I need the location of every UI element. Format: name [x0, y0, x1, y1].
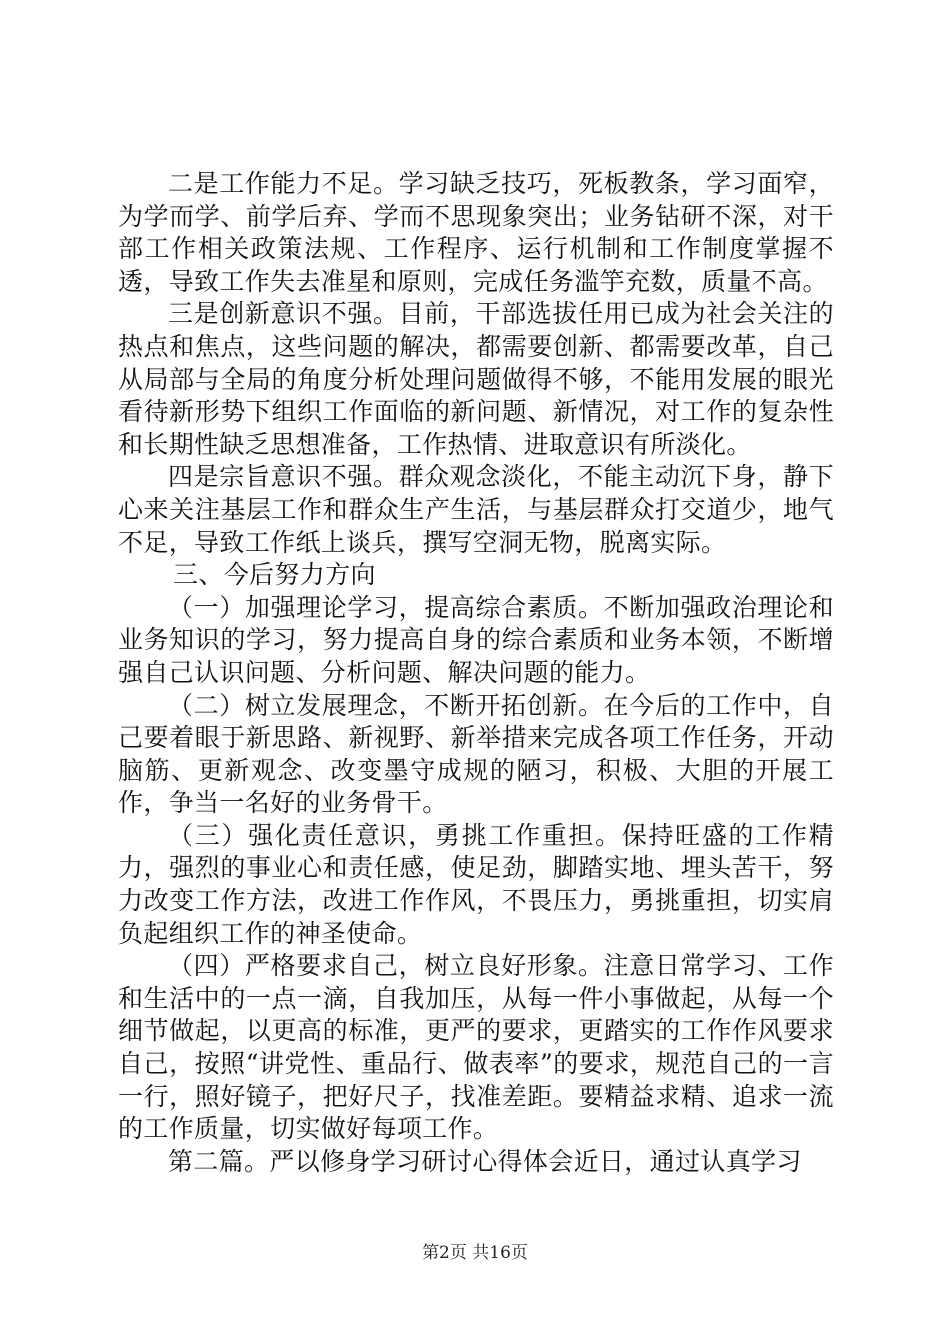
paragraph-item-2: （二）树立发展理念，不断开拓创新。在今后的工作中，自己要着眼于新思路、新视野、新举措来完成各项工作任务，开动脑筋、更新观念、改变墨守成规的陋习，积极、大胆的开展工作，争当一名好的业务骨干。 — [118, 690, 834, 818]
paragraph-second-article: 第二篇。严以修身学习研讨心得体会近日，通过认真学习 — [168, 1146, 802, 1176]
document-body — [118, 168, 834, 1178]
paragraph-purpose: 四是宗旨意识不强。群众观念淡化，不能主动沉下身，静下心来关注基层工作和群众生产生活，与基层群众打交道少，地气不足，导致工作纸上谈兵，撰写空洞无物，脱离实际。 — [118, 462, 834, 557]
page-number-footer: 第2页 共16页 — [422, 1243, 528, 1263]
section-heading-future-direction: 三、今后努力方向 — [173, 560, 376, 590]
paragraph-innovation: 三是创新意识不强。目前，干部选拔任用已成为社会关注的热点和焦点，这些问题的解决，都需要创新、都需要改革，自己从局部与全局的角度分析处理问题做得不够，不能用发展的眼光看待新形势下组织工作面临的新问题、新情况，对工作的复杂性和长期性缺乏思想准备，工作热情、进取意识有所淡化。 — [118, 299, 834, 459]
paragraph-work-ability: 二是工作能力不足。学习缺乏技巧，死板教条，学习面窄，为学而学、前学后弃、学而不思现象突出；业务钻研不深，对干部工作相关政策法规、工作程序、运行机制和工作制度掌握不透，导致工作失去准星和原则，完成任务滥竽充数，质量不高。 — [118, 169, 834, 296]
paragraph-item-1: （一）加强理论学习，提高综合素质。不断加强政治理论和业务知识的学习，努力提高自身的综合素质和业务本领，不断增强自己认识问题、分析问题、解决问题的能力。 — [118, 592, 834, 687]
paragraph-item-3: （三）强化责任意识，勇挑工作重担。保持旺盛的工作精力，强烈的事业心和责任感，使足劲，脚踏实地、埋头苦干，努力改变工作方法，改进工作作风，不畏压力，勇挑重担，切实肩负起组织工作的神圣使命。 — [118, 820, 834, 948]
paragraph-item-4: （四）严格要求自己，树立良好形象。注意日常学习、工作和生活中的一点一滴，自我加压，从每一件小事做起，从每一个细节做起，以更高的标准，更严的要求，更踏实的工作作风要求自己，按照“讲党性、重品行、做表率”的要求，规范自己的一言一行，照好镜子，把好尺子，找准差距。要精益求精、追求一流的工作质量，切实做好每项工作。 — [118, 951, 834, 1144]
